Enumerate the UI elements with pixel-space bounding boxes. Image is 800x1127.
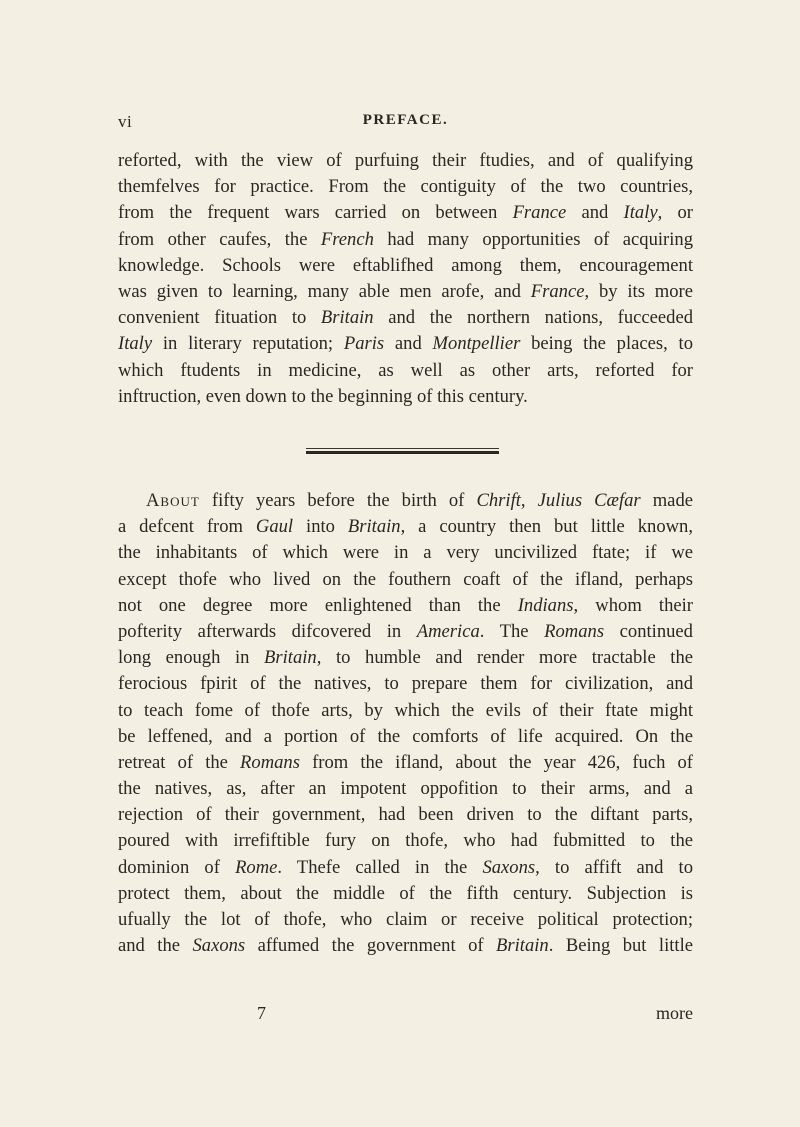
text-line: protect them, about the middle of the fifth century. Subjection is [118, 882, 693, 904]
text-line: from other caufes, the French had many opportunities of acquiring [118, 228, 693, 250]
text-line: inftruction, even down to the beginning of this century. [118, 385, 528, 407]
text-line: Italy in literary reputation; Paris and Montpellier being the places, to [118, 333, 693, 355]
text-line: and the Saxons affumed the government of Britain. Being but little [118, 935, 693, 957]
text-line: About fifty years before the birth of Chrift, Julius Cæfar made [146, 490, 693, 511]
text-line: be leffened, and a portion of the comforts of life acquired. On the [118, 725, 693, 747]
text-line: knowledge. Schools were eftablifhed among them, encouragement [118, 254, 693, 276]
text-line: themfelves for practice. From the contiguity of the two countries, [118, 176, 693, 198]
text-line: from the frequent wars carried on between France and Italy, or [118, 202, 693, 224]
text-line: the inhabitants of which were in a very uncivilized ftate; if we [118, 542, 693, 564]
text-line: the natives, as, after an impotent oppofition to their arms, and a [118, 778, 693, 800]
section-divider-rule [306, 448, 499, 454]
text-line: ferocious fpirit of the natives, to prepare them for civilization, and [118, 673, 693, 695]
page-header [118, 112, 693, 136]
catchword: more [656, 1003, 693, 1023]
text-line: dominion of Rome. Thefe called in the Saxons, to affift and to [118, 856, 693, 878]
text-line: rejection of their government, had been driven to the diftant parts, [118, 804, 693, 826]
text-line: was given to learning, many able men arofe, and France, by its more [118, 280, 693, 302]
text-line: to teach fome of thofe arts, by which the evils of their ftate might [118, 699, 693, 721]
text-line: not one degree more enlightened than the Indians, whom their [118, 594, 693, 616]
text-line: pofterity afterwards difcovered in America. The Romans continued [118, 620, 693, 642]
paragraph-continuation [118, 148, 693, 410]
text-line: long enough in Britain, to humble and render more tractable the [118, 647, 694, 669]
text-line: ufually the lot of thofe, who claim or receive political protection; [118, 909, 693, 930]
text-line: retreat of the Romans from the ifland, about the year 426, fuch of [118, 751, 693, 773]
paragraph-about-caesar [118, 488, 693, 959]
text-line: which ftudents in medicine, as well as other arts, reforted for [118, 359, 693, 381]
page-footer [118, 1003, 693, 1027]
running-head: PREFACE. [362, 112, 449, 128]
page-number: vi [118, 112, 133, 131]
signature-mark: 7 [257, 1003, 266, 1023]
text-line: a defcent from Gaul into Britain, a country then but little known, [118, 516, 693, 538]
text-line: except thofe who lived on the fouthern coaft of the ifland, perhaps [118, 568, 693, 590]
text-line: reforted, with the view of purfuing their ftudies, and of qualifying [118, 150, 693, 171]
text-line: convenient fituation to Britain and the northern nations, fucceeded [118, 307, 693, 329]
text-line: poured with irrefiftible fury on thofe, who had fubmitted to the [118, 830, 693, 852]
